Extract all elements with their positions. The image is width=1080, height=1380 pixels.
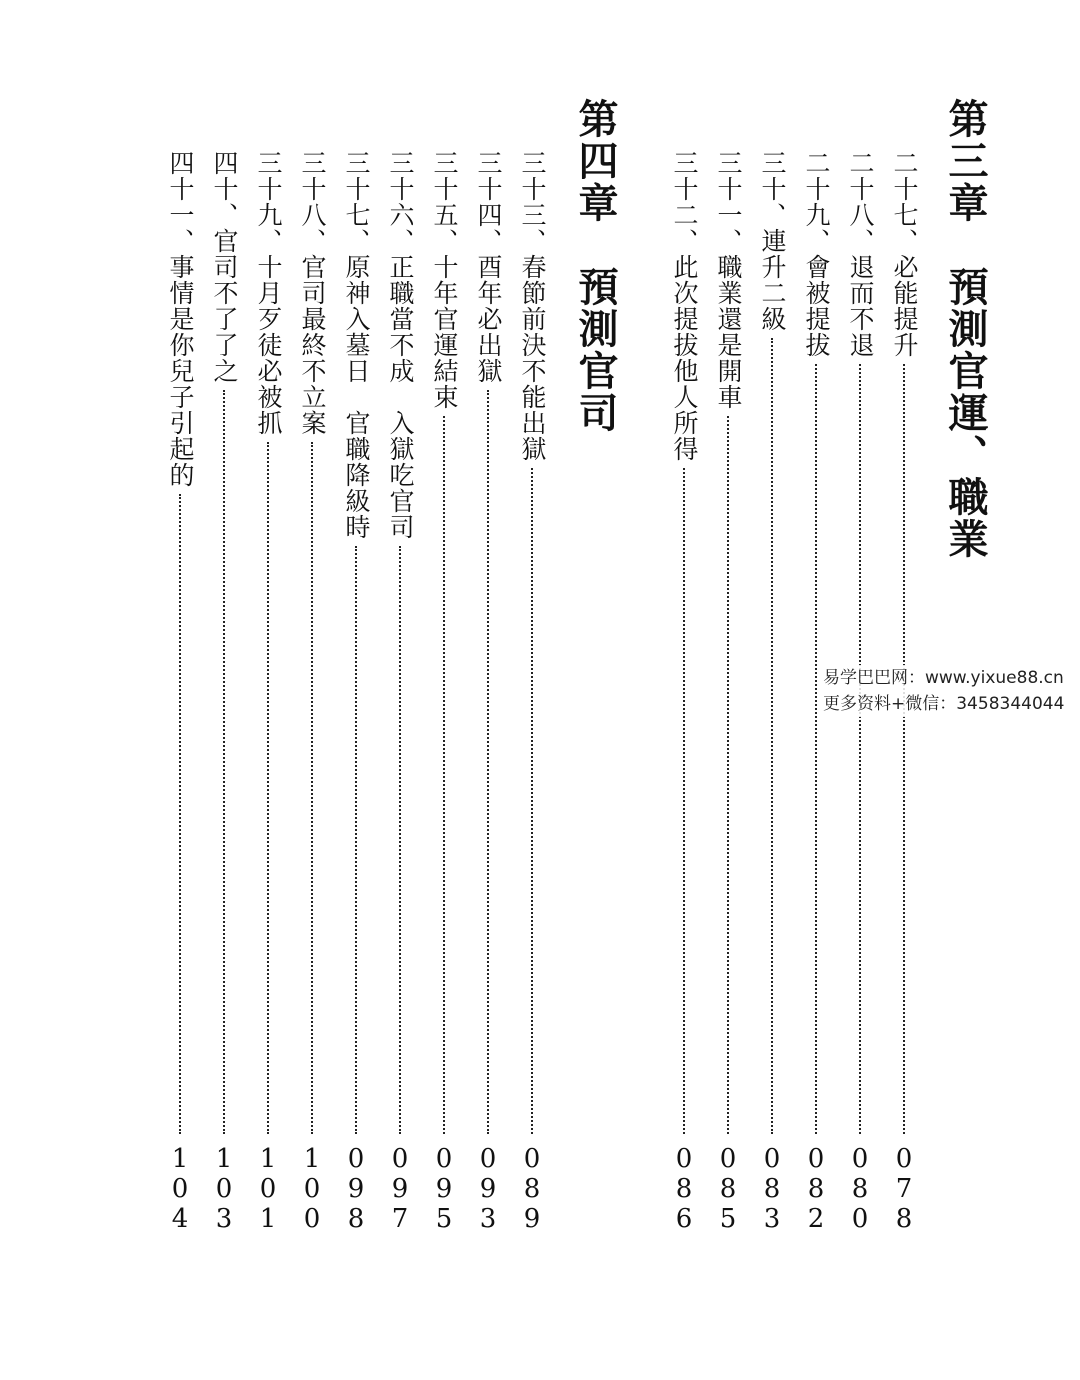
toc-page-number: 078 (889, 1144, 919, 1234)
toc-entry[interactable] (248, 150, 288, 1234)
toc-entry-title: 二十九、會被提拔 (802, 150, 831, 358)
dot-leader (771, 338, 773, 1134)
toc-entry-title: 三十七、原神入墓日 官職降級時 (342, 150, 371, 540)
toc-page-number: 097 (385, 1144, 415, 1234)
toc-entry-title: 二十八、退而不退 (846, 150, 875, 358)
toc-entry[interactable] (468, 150, 508, 1234)
toc-entry[interactable] (752, 150, 792, 1234)
toc-page-number: 083 (757, 1144, 787, 1234)
toc-entry[interactable] (292, 150, 332, 1234)
toc-page-number: 104 (165, 1144, 195, 1234)
toc-entry-title: 三十、連升二級 (758, 150, 787, 332)
dot-leader (443, 416, 445, 1134)
toc-entry-title: 三十四、酉年必出獄 (474, 150, 503, 384)
toc-entry[interactable] (512, 150, 552, 1234)
toc-entry-title: 四十一、事情是你兒子引起的 (166, 150, 195, 488)
dot-leader (683, 468, 685, 1134)
dot-leader (487, 390, 489, 1134)
toc-entry-title: 三十一、職業還是開車 (714, 150, 743, 410)
dot-leader (815, 364, 817, 1134)
watermark-line-2: 更多资料+微信：3458344044 (823, 694, 1065, 714)
dot-leader (903, 364, 905, 1134)
toc-entry-title: 四十、官司不了了之 (210, 150, 239, 384)
dot-leader (267, 442, 269, 1134)
toc-page-number: 093 (473, 1144, 503, 1234)
dot-leader (399, 546, 401, 1134)
toc-entry[interactable] (380, 150, 420, 1234)
toc-entry-title: 三十五、十年官運結束 (430, 150, 459, 410)
toc-entry[interactable] (664, 150, 704, 1234)
toc-entry[interactable] (204, 150, 244, 1234)
toc-entry-title: 三十六、正職當不成 入獄吃官司 (386, 150, 415, 540)
dot-leader (223, 390, 225, 1134)
toc-entry-title: 三十八、官司最終不立案 (298, 150, 327, 436)
chapter-3-heading: 第三章 預測官運、職業 (942, 98, 989, 560)
dot-leader (727, 416, 729, 1134)
toc-entry-title: 三十三、春節前決不能出獄 (518, 150, 547, 462)
toc-page-number: 089 (517, 1144, 547, 1234)
toc-page-number: 101 (253, 1144, 283, 1234)
chapter-4-heading: 第四章 預測官司 (572, 98, 619, 434)
toc-page-number: 086 (669, 1144, 699, 1234)
watermark (823, 665, 1064, 717)
toc-page-number: 080 (845, 1144, 875, 1234)
dot-leader (859, 364, 861, 1134)
toc-page-number: 082 (801, 1144, 831, 1234)
toc-entry-title: 三十二、此次提拔他人所得 (670, 150, 699, 462)
toc-page-number: 095 (429, 1144, 459, 1234)
toc-entry-title: 二十七、必能提升 (890, 150, 919, 358)
toc-entry[interactable] (424, 150, 464, 1234)
toc-page-number: 103 (209, 1144, 239, 1234)
toc-entry[interactable] (160, 150, 200, 1234)
watermark-line-1: 易学巴巴网：www.yixue88.cn (823, 668, 1064, 688)
dot-leader (311, 442, 313, 1134)
dot-leader (179, 494, 181, 1134)
toc-entry[interactable] (708, 150, 748, 1234)
toc-page-number: 085 (713, 1144, 743, 1234)
toc-page-number: 098 (341, 1144, 371, 1234)
toc-entry[interactable] (336, 150, 376, 1234)
dot-leader (531, 468, 533, 1134)
toc-page-number: 100 (297, 1144, 327, 1234)
dot-leader (355, 546, 357, 1134)
toc-entry-title: 三十九、十月歹徒必被抓 (254, 150, 283, 436)
